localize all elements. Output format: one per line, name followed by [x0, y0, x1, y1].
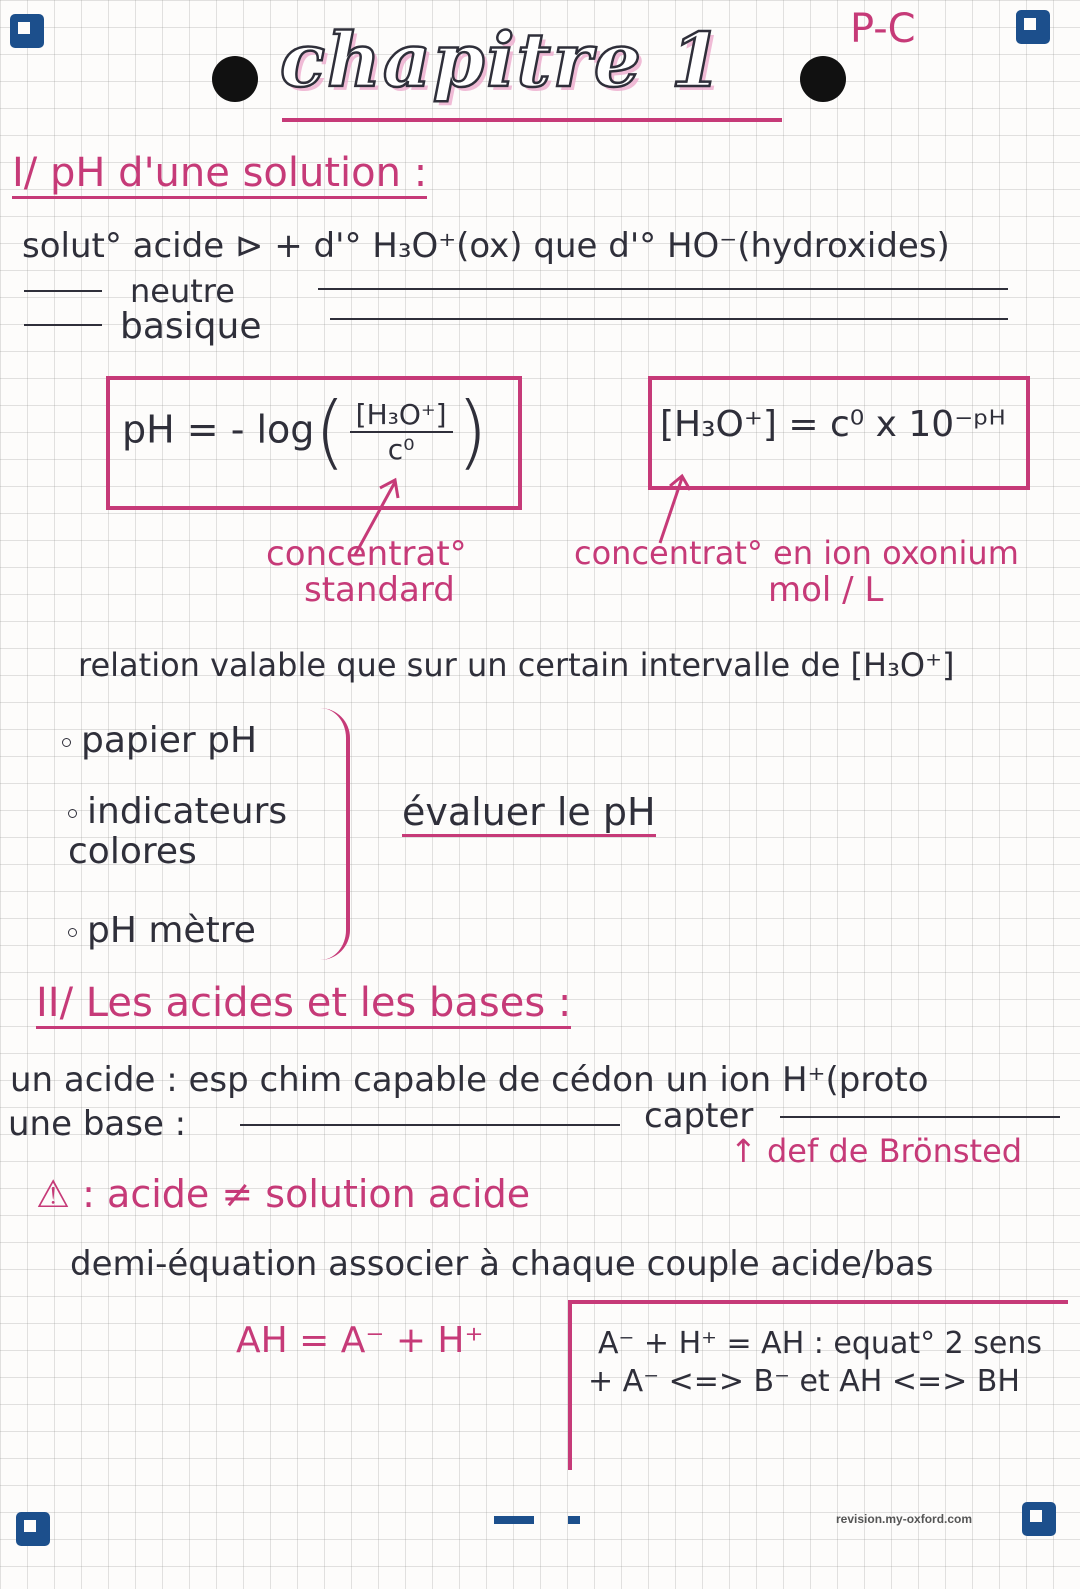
tools-brace	[296, 708, 350, 960]
note-standard-1: concentrat°	[266, 534, 467, 574]
watermark: revision.my-oxford.com	[836, 1512, 973, 1526]
formula-ph-num: [H₃O⁺]	[350, 398, 453, 433]
bullet-icon	[62, 738, 71, 747]
def-acide	[10, 1060, 929, 1100]
formula-ph-fraction	[350, 398, 453, 466]
corner-logo-icon	[1022, 1502, 1056, 1536]
tool-item-indicateurs	[68, 792, 318, 872]
equation-left: AH = A⁻ + H⁺	[236, 1320, 484, 1361]
warning-line	[36, 1172, 530, 1216]
title-dot-left	[212, 56, 258, 102]
label-neutre: neutre	[130, 272, 235, 310]
section1-heading: I/ pH d'une solution :	[12, 150, 427, 199]
def-acide-text: esp chim capable de cédon un ion H⁺(proto	[188, 1060, 929, 1100]
page-indicator	[494, 1516, 534, 1524]
formula-ph-left: pH = - log	[122, 407, 315, 452]
tool-label: indicateurs colores	[68, 791, 288, 872]
def-base-word: capter	[644, 1096, 754, 1136]
tools-purpose-text: évaluer le pH	[402, 790, 656, 837]
warning-icon: ⚠	[36, 1172, 71, 1216]
relation-text	[78, 646, 954, 684]
paren-left: (	[314, 385, 346, 478]
dash-neutre	[24, 290, 102, 292]
paren-right: )	[456, 385, 488, 478]
underline-basique	[330, 318, 1008, 320]
tool-item-papier	[62, 720, 257, 761]
note-conc-2: mol / L	[768, 570, 884, 610]
note-conc-1: concentrat° en ion oxonium	[574, 534, 1019, 572]
page-title: chapitre 1	[280, 18, 725, 104]
underline-acide	[318, 288, 1008, 290]
def-acide-label: un acide :	[10, 1060, 178, 1100]
bullet-icon	[68, 928, 77, 937]
underline-base-2	[780, 1116, 1060, 1118]
formula-ph	[122, 385, 488, 478]
tool-label: papier pH	[81, 720, 258, 761]
relation-sentence: relation valable que sur un certain intervalle de [H₃O⁺]	[78, 646, 955, 684]
corner-logo-icon	[1016, 10, 1050, 44]
dash-basique	[24, 324, 102, 326]
section2-heading: II/ Les acides et les bases :	[36, 980, 571, 1029]
equation-box-line-1: A⁻ + H⁺ = AH : equat° 2 sens	[598, 1326, 1042, 1361]
note-standard-2: standard	[304, 570, 455, 610]
formula-ph-den: c⁰	[387, 433, 415, 466]
corner-logo-icon	[10, 14, 44, 48]
warning-text: : acide ≠ solution acide	[82, 1172, 531, 1216]
tool-label: pH mètre	[87, 910, 256, 951]
equation-box-line-2: + A⁻ <=> B⁻ et AH <=> BH	[588, 1364, 1020, 1399]
tools-purpose	[402, 790, 656, 834]
bullet-icon	[68, 809, 77, 818]
label-basique: basique	[120, 306, 262, 347]
tool-item-phmetre	[68, 910, 256, 951]
subject-label: P-C	[850, 6, 916, 52]
corner-logo-icon	[16, 1512, 50, 1546]
formula-conc: [H₃O⁺] = c⁰ x 10⁻ᵖᴴ	[660, 404, 1006, 445]
underline-base-1	[240, 1124, 620, 1126]
def-base-label: une base :	[8, 1104, 187, 1144]
def-ref-text: def de Brönsted	[766, 1132, 1023, 1170]
line-acide: solut° acide ⊳ + d'° H₃O⁺(ox) que d'° HO⁻(hydroxides)	[22, 226, 950, 266]
def-ref: ↑ def de Brönsted	[730, 1132, 1023, 1170]
demi-equation: demi-équation associer à chaque couple acide/bas	[70, 1244, 934, 1284]
page-indicator-dot	[568, 1516, 580, 1524]
title-underline	[282, 118, 782, 122]
title-dot-right	[800, 56, 846, 102]
